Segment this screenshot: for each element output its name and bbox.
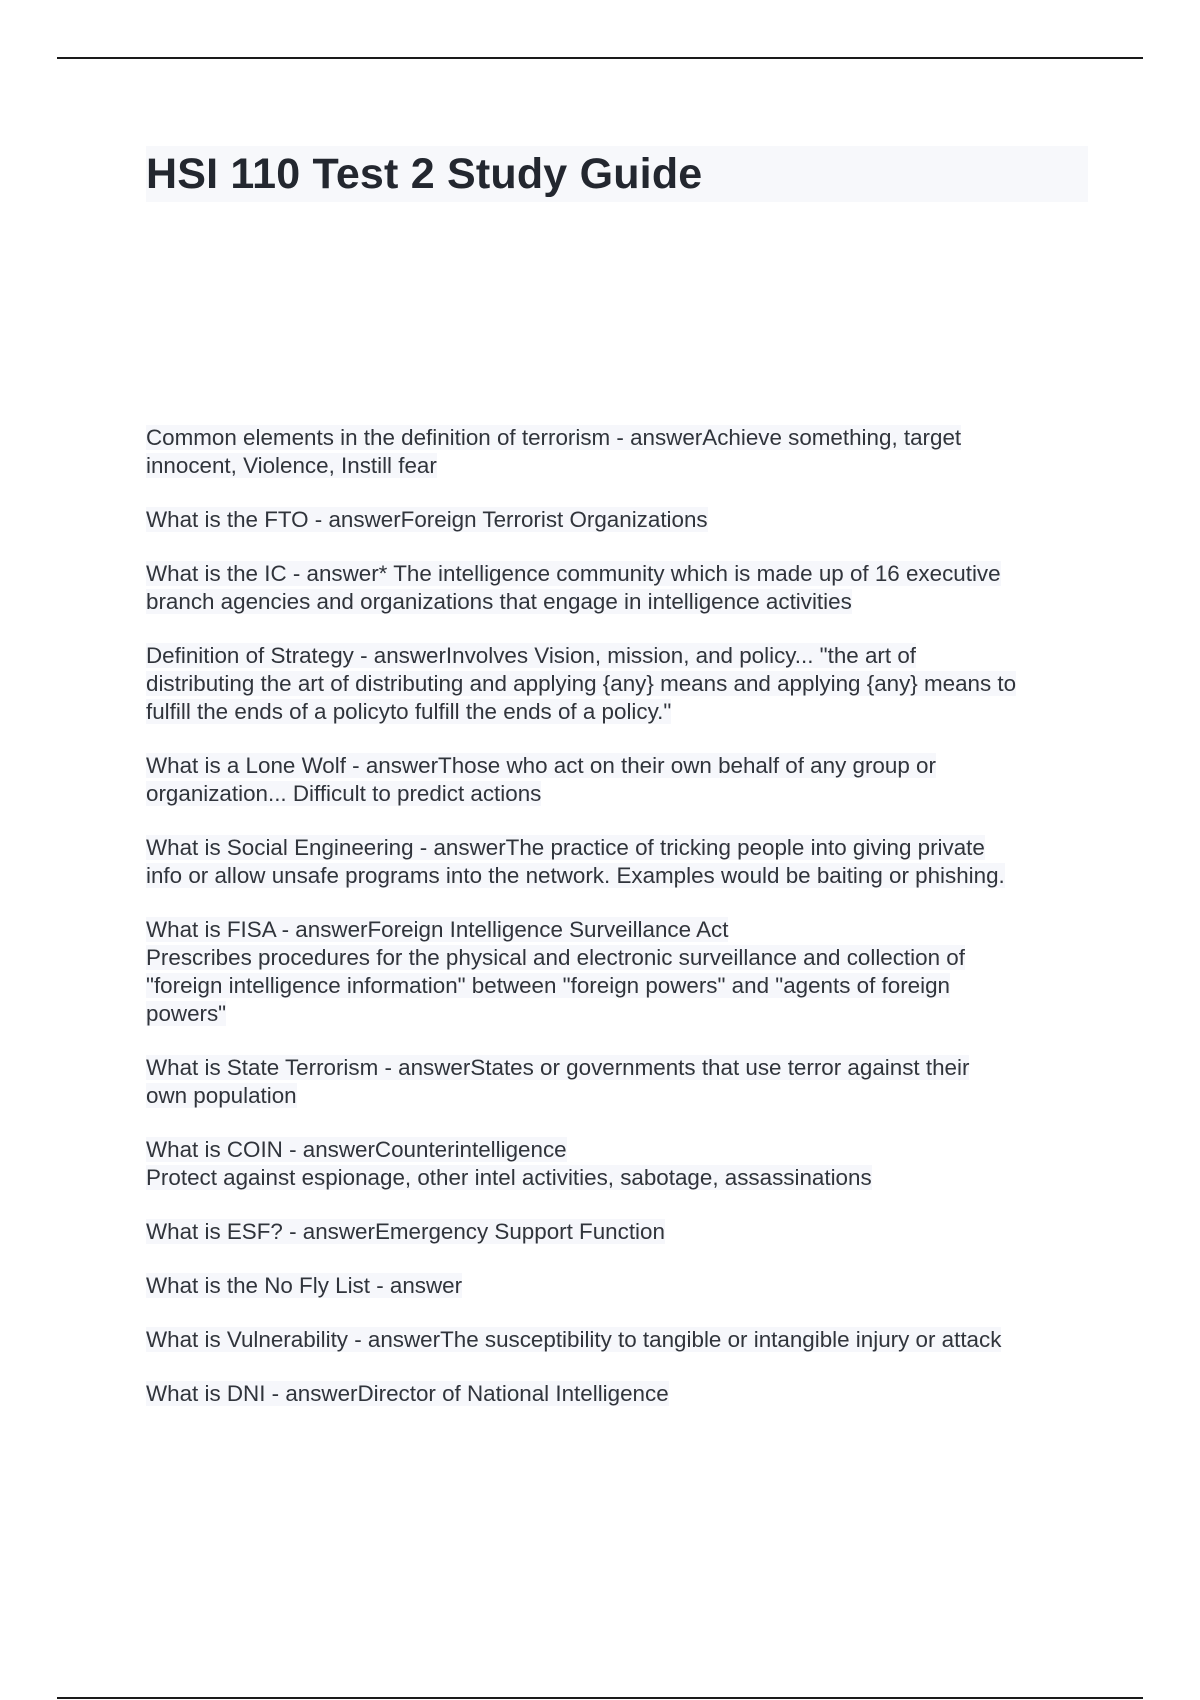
- qa-line: branch agencies and organizations that engage in intelligence activities: [146, 589, 852, 614]
- qa-line: distributing the art of distributing and applying {any} means and applying {any} means to: [146, 671, 1017, 696]
- top-rule: [57, 57, 1143, 59]
- qa-line: What is Social Engineering - answerThe practice of tricking people into giving private: [146, 835, 985, 860]
- qa-item: [146, 752, 1096, 808]
- qa-item: [146, 1054, 1096, 1110]
- qa-item: [146, 506, 1096, 534]
- qa-line: What is COIN - answerCounterintelligence: [146, 1137, 567, 1162]
- qa-item: [146, 1380, 1096, 1408]
- qa-item: [146, 560, 1096, 616]
- qa-line: What is ESF? - answerEmergency Support Function: [146, 1219, 665, 1244]
- qa-item: [146, 834, 1096, 890]
- qa-line: What is Vulnerability - answerThe susceptibility to tangible or intangible injury or attack: [146, 1327, 1002, 1352]
- bottom-rule: [57, 1697, 1143, 1699]
- qa-line: What is the FTO - answerForeign Terrorist Organizations: [146, 507, 708, 532]
- qa-line: "foreign intelligence information" between "foreign powers" and "agents of foreign: [146, 973, 950, 998]
- qa-item: [146, 424, 1096, 480]
- qa-item: [146, 1218, 1096, 1246]
- page-title: HSI 110 Test 2 Study Guide: [146, 146, 1088, 202]
- qa-line: Common elements in the definition of terrorism - answerAchieve something, target: [146, 425, 962, 450]
- qa-line: fulfill the ends of a policyto fulfill the ends of a policy.": [146, 699, 672, 724]
- qa-list: [146, 424, 1096, 1434]
- qa-line: info or allow unsafe programs into the network. Examples would be baiting or phishing.: [146, 863, 1005, 888]
- qa-item: [146, 1272, 1096, 1300]
- qa-line: What is a Lone Wolf - answerThose who act on their own behalf of any group or: [146, 753, 936, 778]
- qa-line: What is DNI - answerDirector of National Intelligence: [146, 1381, 669, 1406]
- qa-line: What is the No Fly List - answer: [146, 1273, 463, 1298]
- qa-line: Prescribes procedures for the physical and electronic surveillance and collection of: [146, 945, 965, 970]
- qa-line: What is FISA - answerForeign Intelligence Surveillance Act: [146, 917, 729, 942]
- qa-item: [146, 1326, 1096, 1354]
- qa-item: [146, 642, 1096, 726]
- qa-line: Definition of Strategy - answerInvolves Vision, mission, and policy... "the art of: [146, 643, 917, 668]
- qa-item: [146, 916, 1096, 1028]
- qa-line: Protect against espionage, other intel activities, sabotage, assassinations: [146, 1165, 872, 1190]
- qa-line: innocent, Violence, Instill fear: [146, 453, 437, 478]
- qa-line: powers": [146, 1001, 227, 1026]
- qa-line: organization... Difficult to predict actions: [146, 781, 542, 806]
- qa-line: What is the IC - answer* The intelligence community which is made up of 16 executive: [146, 561, 1001, 586]
- qa-item: [146, 1136, 1096, 1192]
- qa-line: What is State Terrorism - answerStates or governments that use terror against their: [146, 1055, 970, 1080]
- qa-line: own population: [146, 1083, 297, 1108]
